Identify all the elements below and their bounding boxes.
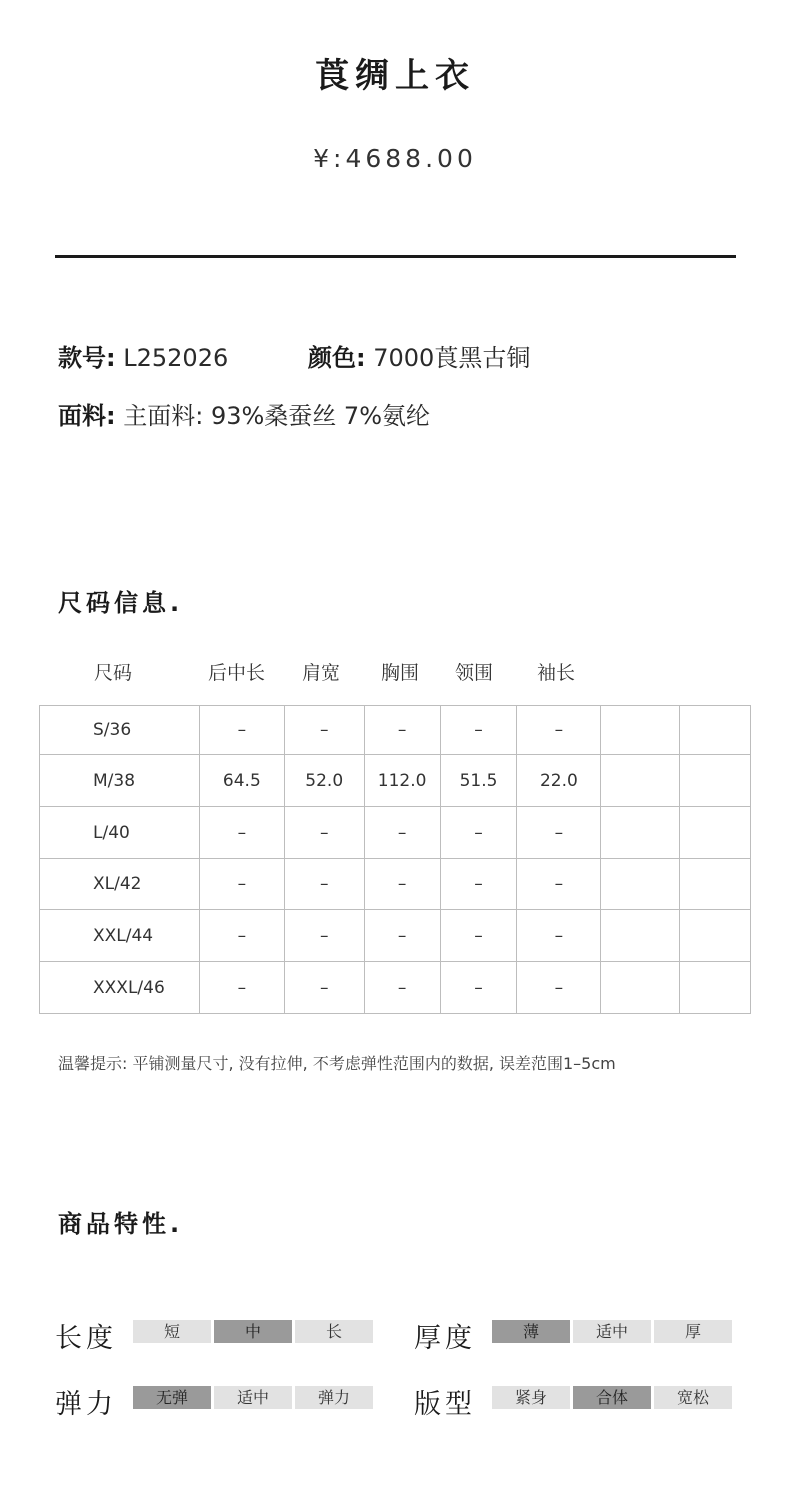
measurement-cell <box>601 910 680 962</box>
feature-option-chip: 宽松 <box>654 1386 732 1409</box>
measurement-cell: – <box>199 962 284 1014</box>
measurement-cell <box>680 962 751 1014</box>
feature-option-chip: 中 <box>214 1320 292 1343</box>
measurement-cell <box>680 910 751 962</box>
measurement-cell: – <box>517 706 601 755</box>
measurement-cell <box>680 706 751 755</box>
measurement-cell: – <box>364 962 440 1014</box>
feature-option-chip: 合体 <box>573 1386 651 1409</box>
color-label: 颜色: <box>308 344 366 372</box>
size-section-title: 尺码信息. <box>58 589 184 617</box>
measurement-cell: – <box>284 910 364 962</box>
feature-option-chip: 短 <box>133 1320 211 1343</box>
header-divider <box>55 255 736 258</box>
feature-label: 厚度 <box>414 1323 476 1354</box>
size-cell: XXXL/46 <box>40 962 200 1014</box>
measurement-cell: – <box>440 859 517 910</box>
measurement-cell: – <box>517 910 601 962</box>
feature-option-chip: 长 <box>295 1320 373 1343</box>
feature-label: 版型 <box>414 1389 476 1420</box>
measurement-cell: – <box>284 859 364 910</box>
size-row <box>40 910 751 962</box>
size-cell: M/38 <box>40 755 200 807</box>
measurement-cell: – <box>364 807 440 859</box>
feature-option-chip: 厚 <box>654 1320 732 1343</box>
product-title: 莨绸上衣 <box>315 56 475 96</box>
style-color-line <box>58 338 531 373</box>
measurement-cell <box>680 755 751 807</box>
measurement-cell: – <box>517 807 601 859</box>
feature-option-chip: 适中 <box>214 1386 292 1409</box>
header-neck: 领围 <box>455 662 494 684</box>
color-value: 7000莨黑古铜 <box>373 344 531 372</box>
size-table <box>39 705 751 1014</box>
measurement-cell: – <box>284 807 364 859</box>
feature-option-chip: 弹力 <box>295 1386 373 1409</box>
size-row <box>40 755 751 807</box>
header-back-length: 后中长 <box>208 662 266 684</box>
feature-option-chip: 适中 <box>573 1320 651 1343</box>
measurement-cell <box>601 859 680 910</box>
measurement-cell: 52.0 <box>284 755 364 807</box>
measurement-cell: – <box>517 962 601 1014</box>
measurement-cell: – <box>199 706 284 755</box>
measurement-cell: – <box>199 859 284 910</box>
fabric-value: 主面料: 93%桑蚕丝 7%氨纶 <box>123 402 431 430</box>
measurement-cell: – <box>364 706 440 755</box>
measurement-cell: – <box>440 962 517 1014</box>
measurement-cell: 51.5 <box>440 755 517 807</box>
size-row <box>40 962 751 1014</box>
feature-option-chip: 薄 <box>492 1320 570 1343</box>
measurement-cell <box>601 706 680 755</box>
measurement-cell: – <box>364 859 440 910</box>
measurement-cell: – <box>199 910 284 962</box>
feature-label: 弹力 <box>55 1389 117 1420</box>
measurement-cell <box>601 962 680 1014</box>
feature-option-chip: 无弹 <box>133 1386 211 1409</box>
measurement-cell <box>680 859 751 910</box>
measurement-cell: – <box>440 706 517 755</box>
style-number-label: 款号: <box>58 344 116 372</box>
measurement-cell: – <box>440 807 517 859</box>
measurement-cell: 22.0 <box>517 755 601 807</box>
fabric-label: 面料: <box>58 402 116 430</box>
feature-option-chip: 紧身 <box>492 1386 570 1409</box>
measurement-cell <box>680 807 751 859</box>
size-cell: XXL/44 <box>40 910 200 962</box>
measurement-cell: 112.0 <box>364 755 440 807</box>
style-number-value: L252026 <box>123 344 229 372</box>
size-cell: L/40 <box>40 807 200 859</box>
header-sleeve: 袖长 <box>537 662 576 684</box>
size-cell: XL/42 <box>40 859 200 910</box>
measurement-cell: – <box>199 807 284 859</box>
measurement-note: 温馨提示: 平铺测量尺寸, 没有拉伸, 不考虑弹性范围内的数据, 误差范围1–5cm <box>58 1054 616 1073</box>
size-cell: S/36 <box>40 706 200 755</box>
measurement-cell <box>601 807 680 859</box>
measurement-cell: – <box>517 859 601 910</box>
size-row <box>40 706 751 755</box>
measurement-cell <box>601 755 680 807</box>
measurement-cell: – <box>284 962 364 1014</box>
size-row <box>40 807 751 859</box>
measurement-cell: – <box>364 910 440 962</box>
header-shoulder: 肩宽 <box>302 662 341 684</box>
feature-label: 长度 <box>55 1323 117 1354</box>
measurement-cell: – <box>284 706 364 755</box>
fabric-line <box>58 396 430 431</box>
measurement-cell: – <box>440 910 517 962</box>
product-price: ¥:4688.00 <box>313 144 477 173</box>
size-row <box>40 859 751 910</box>
features-section-title: 商品特性. <box>58 1210 184 1238</box>
measurement-cell: 64.5 <box>199 755 284 807</box>
header-chest: 胸围 <box>381 662 420 684</box>
header-size: 尺码 <box>94 662 133 684</box>
